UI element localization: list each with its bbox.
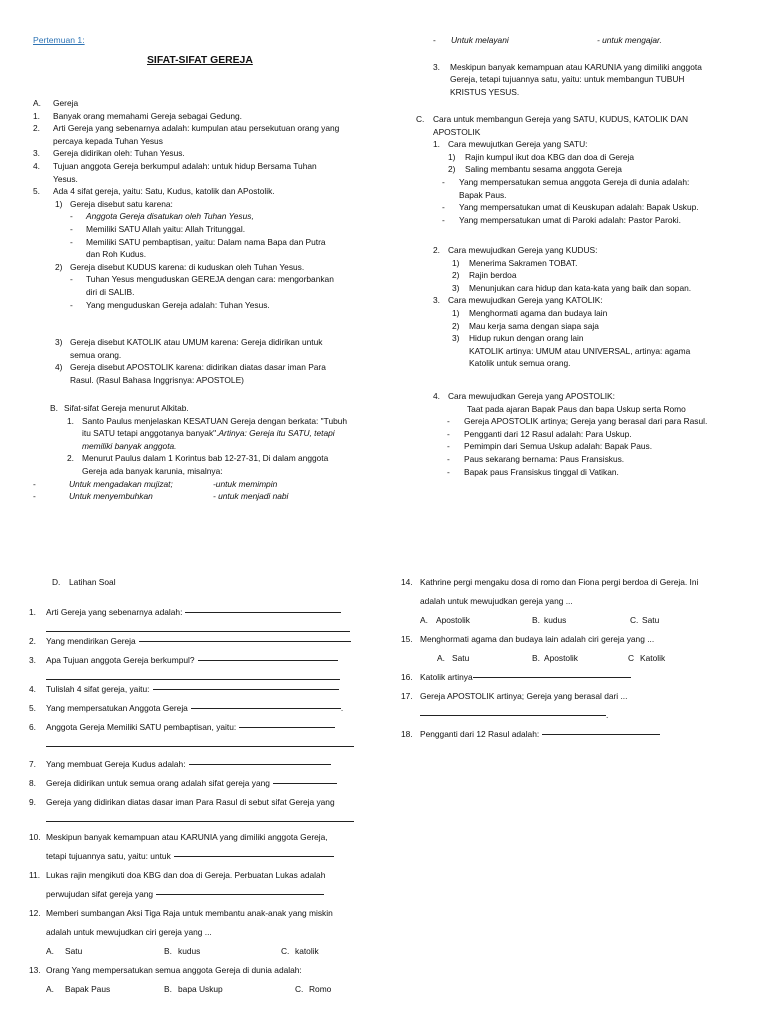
sub-heading: Gereja disebut KUDUS karena: di kuduskan oleh Tuhan Yesus. bbox=[70, 261, 305, 272]
question-text: Memberi sumbangan Aksi Tiga Raja untuk membantu anak-anak yang miskin bbox=[46, 908, 333, 918]
section-c-title: Cara untuk membangun Gereja yang SATU, KUDUS, KATOLIK DAN bbox=[433, 114, 689, 124]
answer-option[interactable]: Bapak Paus bbox=[65, 984, 111, 994]
bullet-item: Bapak paus Fransiskus tinggal di Vatikan. bbox=[464, 466, 619, 477]
answer-option[interactable]: Apostolik bbox=[544, 653, 578, 663]
sub-heading: Gereja disebut satu karena: bbox=[70, 198, 173, 209]
answer-option[interactable]: Satu bbox=[452, 653, 470, 663]
answer-option[interactable]: Romo bbox=[309, 984, 332, 994]
list-item: Menurut Paulus dalam 1 Korintus bab 12-27-31, Di dalam anggota bbox=[82, 453, 329, 464]
gift-item: Untuk menyembuhkan bbox=[69, 491, 153, 502]
page-title: SIFAT-SIFAT GEREJA bbox=[147, 55, 253, 66]
answer-blank[interactable] bbox=[153, 680, 339, 690]
list-item: Rajin berdoa bbox=[469, 270, 517, 281]
question-text: Yang mempersatukan Anggota Gereja bbox=[46, 703, 188, 713]
section-c: C. Cara untuk membangun Gereja yang SATU, KUDUS, KATOLIK DAN APOSTOLIK 1. Cara mewujutkan Gereja yang SATU: 1) Rajin kumpul ikut doa KBG dan doa di Gereja 2) Saling membantu sesama anggota Gereja - Yang mempersatukan semua anggota Gereja di dunia adalah: Bapak Paus. - Yang mempersatukan umat di Keuskupan adalah: Bapak Uskup. - Yang mempersatukan umat di Paroki adalah: Pastor Paroki. bbox=[416, 114, 699, 225]
answer-blank[interactable] bbox=[156, 885, 324, 895]
answer-blank[interactable] bbox=[46, 737, 354, 747]
list-item: Saling membantu sesama anggota Gereja bbox=[465, 164, 622, 175]
list-item: Santo Paulus menjelaskan KESATUAN Gereja dengan berkata: "Tubuh bbox=[82, 415, 348, 426]
bullet-item: Yang mempersatukan umat di Paroki adalah: Pastor Paroki. bbox=[459, 214, 681, 225]
list-item: Tujuan anggota Gereja berkumpul adalah: untuk hidup Bersama Tuhan bbox=[53, 160, 317, 171]
list-item: Menunjukan cara hidup dan kata-kata yang baik dan sopan. bbox=[469, 282, 692, 293]
question-text: Lukas rajin mengikuti doa KBG dan doa di Gereja. Perbuatan Lukas adalah bbox=[46, 870, 326, 880]
answer-blank[interactable] bbox=[46, 670, 340, 680]
sub-heading: Cara mewujutkan Gereja yang SATU: bbox=[448, 139, 588, 150]
list-item: Hidup rukun dengan orang lain bbox=[469, 333, 584, 344]
gift-item: Untuk melayani bbox=[451, 35, 509, 45]
section-d-label: D. Latihan Soal bbox=[52, 577, 116, 587]
question-text: Gereja didirikan untuk semua orang adalah sifat gereja yang bbox=[46, 778, 270, 788]
list-item: Meskipun banyak kemampuan atau KARUNIA yang dimiliki anggota bbox=[450, 61, 702, 72]
section-a-sub3-4: 3) Gereja disebut KATOLIK atau UMUM karena: Gereja didirikan untuk semua orang. 4) Gereja disebut APOSTOLIK karena: didirikan diatas dasar iman Para Rasul. (Rasul Bahasa Inggrisnya: APOSTOLE) bbox=[55, 337, 326, 385]
question-text: Apa Tujuan anggota Gereja berkumpul? bbox=[46, 655, 195, 665]
sub-heading: Gereja disebut KATOLIK atau UMUM karena: Gereja didirikan untuk bbox=[70, 337, 323, 347]
question-text: Yang mendirikan Gereja bbox=[46, 636, 136, 646]
sub-heading: Cara mewujudkan Gereja yang KATOLIK: bbox=[448, 295, 603, 306]
sub-heading: Gereja disebut APOSTOLIK karena: didirikan diatas dasar iman Para bbox=[70, 362, 326, 373]
answer-blank[interactable] bbox=[542, 725, 660, 735]
bullet-item: Tuhan Yesus menguduskan GEREJA dengan cara: mengorbankan bbox=[86, 274, 334, 285]
bullet-item: Yang mempersatukan semua anggota Gereja di dunia adalah: bbox=[459, 176, 690, 187]
section-a-label: A. bbox=[33, 98, 41, 108]
question-text: Kathrine pergi mengaku dosa di romo dan Fiona pergi berdoa di Gereja. Ini bbox=[420, 577, 699, 587]
bullet-item: Anggota Gereja disatukan oleh Tuhan Yesus, bbox=[86, 211, 254, 222]
question-text: Gereja yang didirikan diatas dasar iman Para Rasul di sebut sifat Gereja yang bbox=[46, 797, 335, 807]
answer-blank[interactable] bbox=[174, 847, 334, 857]
sub-heading: Cara mewujudkan Gereja yang KUDUS: bbox=[448, 245, 598, 255]
answer-blank[interactable] bbox=[139, 632, 351, 642]
bullet-item: Pemimpin dari Semua Uskup adalah: Bapak Paus. bbox=[464, 441, 653, 452]
answer-blank[interactable] bbox=[473, 668, 631, 678]
list-item: Ada 4 sifat gereja, yaitu: Satu, Kudus, katolik dan APostolik. bbox=[53, 186, 275, 197]
question-text: Tulislah 4 sifat gereja, yaitu: bbox=[46, 684, 150, 694]
list-item: Arti Gereja yang sebenarnya adalah: kumpulan atau persekutuan orang yang bbox=[53, 123, 340, 134]
answer-blank[interactable] bbox=[189, 755, 331, 765]
section-b-title: Sifat-sifat Gereja menurut Alkitab. bbox=[64, 403, 189, 413]
question-text: Menghormati agama dan budaya lain adalah ciri gereja yang ... bbox=[420, 634, 655, 644]
answer-option[interactable]: katolik bbox=[295, 946, 319, 956]
answer-blank[interactable] bbox=[185, 603, 341, 613]
bullet-item: Yang menguduskan Gereja adalah: Tuhan Yesus. bbox=[86, 299, 270, 310]
answer-option[interactable]: Satu bbox=[65, 946, 83, 956]
question-text: Pengganti dari 12 Rasul adalah: bbox=[420, 729, 540, 739]
list-item: Mau kerja sama dengan siapa saja bbox=[469, 320, 599, 331]
section-c-apostolik: 4. Cara mewujudkan Gereja yang APOSTOLIK: Taat pada ajaran Bapak Paus dan bapa Uskup serta Romo - Gereja APOSTOLIK artinya; Gereja yang berasal dari para Rasul. - Pengganti dari 12 Rasul adalah: Para Uskup. - Pemimpin dari Semua Uskup adalah: Bapak Paus. - Paus sekarang bernama: Paus Fransiskus. - Bapak paus Fransiskus tinggal di Vatikan. bbox=[433, 391, 708, 477]
question-text: Anggota Gereja Memiliki SATU pembaptisan, yaitu: bbox=[46, 722, 237, 732]
section-a-title: Gereja bbox=[53, 98, 79, 108]
list-item: Banyak orang memahami Gereja sebagai Gedung. bbox=[53, 110, 243, 121]
sub-heading: Cara mewujudkan Gereja yang APOSTOLIK: bbox=[448, 391, 615, 401]
answer-option[interactable]: kudus bbox=[544, 615, 567, 625]
bullet-item: Gereja APOSTOLIK artinya; Gereja yang berasal dari para Rasul. bbox=[464, 416, 708, 427]
question-text: Yang membuat Gereja Kudus adalah: bbox=[46, 759, 186, 769]
bullet-item: Yang mempersatukan umat di Keuskupan adalah: Bapak Uskup. bbox=[459, 202, 699, 213]
answer-blank[interactable] bbox=[198, 651, 338, 661]
answer-blank[interactable] bbox=[46, 812, 354, 822]
gift-item: Untuk mengadakan mujizat; bbox=[69, 478, 173, 489]
answer-blank[interactable] bbox=[239, 718, 335, 728]
question-text: Arti Gereja yang sebenarnya adalah: bbox=[46, 607, 183, 617]
question-text: Meskipun banyak kemampuan atau KARUNIA yang dimiliki anggota Gereja, bbox=[46, 832, 328, 842]
exercise-list-left: 1. Arti Gereja yang sebenarnya adalah: 2. Yang mendirikan Gereja 3. Apa Tujuan anggota Gereja berkumpul? 4. Tulislah 4 sifat gereja, yaitu: 5. Yang mempersatukan Anggota Gereja . 6. Anggota Gereja Memiliki SATU pembaptisan, yaitu: 7. Yang membuat Gereja Kudus adalah: 8. Gereja didirikan untuk semua orang adalah sifat gereja yang 9. Gereja yang didirikan diatas dasar iman Para Rasul di sebut sifat Gereja yang 10. Meskipun banyak kemampuan atau KARUNIA yang dimiliki anggota Gereja, tetapi tujuannya satu, yaitu: untuk 11. Lukas rajin mengikuti doa KBG dan doa di Gereja. Perbuatan Lukas adalah perwujudan sifat gereja yang 12. Memberi sumbangan Aksi Tiga Raja untuk membantu anak-anak yang miskin adalah untuk mewujudkan ciri gereja yang ... A. Satu B. kudus C. katolik 13. Orang Yang mempersatukan semua anggota Gereja di dunia adalah: A. Bapak Paus B. bapa Uskup C. Romo bbox=[29, 603, 369, 999]
answer-blank[interactable] bbox=[273, 774, 337, 784]
meeting-label: Pertemuan 1: bbox=[33, 35, 85, 45]
answer-option[interactable]: Apostolik bbox=[436, 615, 470, 625]
gift-item: -untuk memimpin bbox=[213, 478, 278, 489]
gift-item: - untuk menjadi nabi bbox=[213, 491, 289, 502]
exercise-list-right: 14. Kathrine pergi mengaku dosa di romo dan Fiona pergi berdoa di Gereja. Ini adalah untuk mewujudkan gereja yang ... A. Apostolik B. kudus C. Satu 15. Menghormati agama dan budaya lain adalah ciri gereja yang ... A. Satu B. Apostolik C Katolik 16. Katolik artinya 17. Gereja APOSTOLIK artinya; Gereja yang berasal dari ... . 18. Pengganti dari 12 Rasul adalah: bbox=[401, 573, 761, 744]
list-item: Menghormati agama dan budaya lain bbox=[469, 307, 608, 318]
answer-option[interactable]: kudus bbox=[178, 946, 201, 956]
bullet-item: Pengganti dari 12 Rasul adalah: Para Uskup. bbox=[464, 428, 632, 439]
answer-blank[interactable] bbox=[420, 706, 606, 716]
answer-option[interactable]: bapa Uskup bbox=[178, 984, 223, 994]
question-text: Orang Yang mempersatukan semua anggota Gereja di dunia adalah: bbox=[46, 965, 302, 975]
section-c-kudus: 2. Cara mewujudkan Gereja yang KUDUS: 1) Menerima Sakramen TOBAT. 2) Rajin berdoa 3) Menunjukan cara hidup dan kata-kata yang baik dan sopan. 3. Cara mewujudkan Gereja yang KATOLIK: 1) Menghormati agama dan budaya lain 2) Mau kerja sama dengan siapa saja 3) Hidup rukun dengan orang lain KATOLIK artinya: UMUM atau UNIVERSAL, artinya: agama Katolik untuk semua orang. bbox=[433, 245, 692, 369]
section-a: A. Gereja 1. Banyak orang memahami Gereja sebagai Gedung. 2. Arti Gereja yang sebenarnya adalah: kumpulan atau persekutuan orang yang percaya kepada Tuhan Yesus 3. Gereja didirikan oleh: Tuhan Yesus. 4. Tujuan anggota Gereja berkumpul adalah: untuk hidup Bersama Tuhan Yesus. 5. Ada 4 sifat gereja, yaitu: Satu, Kudus, katolik dan APostolik. 1) Gereja disebut satu karena: - Anggota Gereja disatukan oleh Tuhan Yesus, - Memiliki SATU Allah yaitu: Allah Tritunggal. - Memiliki SATU pembaptisan, yaitu: Dalam nama Bapa dan Putra dan Roh Kudus. 2) Gereja disebut KUDUS karena: di kuduskan oleh Tuhan Yesus. - Tuhan Yesus menguduskan GEREJA dengan cara: mengorbankan diri di SALIB. - Yang menguduskan Gereja adalah: Tuhan Yesus. bbox=[33, 98, 340, 310]
answer-option[interactable]: Satu bbox=[642, 615, 660, 625]
answer-blank[interactable] bbox=[191, 699, 341, 709]
answer-option[interactable]: Katolik bbox=[640, 653, 666, 663]
list-item: Menerima Sakramen TOBAT. bbox=[469, 257, 578, 268]
right-top: - Untuk melayani - untuk mengajar. 3. Meskipun banyak kemampuan atau KARUNIA yang dimiliki anggota Gereja, tetapi tujuannya satu, yaitu: untuk membangun TUBUH KRISTUS YESUS. bbox=[433, 35, 702, 97]
answer-blank[interactable] bbox=[46, 622, 350, 632]
list-item: Gereja didirikan oleh: Tuhan Yesus. bbox=[53, 148, 185, 159]
bullet-item: Memiliki SATU pembaptisan, yaitu: Dalam nama Bapa dan Putra bbox=[86, 236, 326, 247]
section-d-title: Latihan Soal bbox=[69, 577, 116, 587]
section-b: B. Sifat-sifat Gereja menurut Alkitab. 1. Santo Paulus menjelaskan KESATUAN Gereja dengan berkata: "Tubuh itu SATU tetapi anggotanya banyak". Artinya: Gereja itu SATU, tetapi memiliki banyak anggota. 2. Menurut Paulus dalam 1 Korintus bab 12-27-31, Di dalam anggota Gereja ada banyak karunia, misalnya: - Untuk mengadakan mujizat; -untuk memimpin - Untuk menyembuhkan - untuk menjadi nabi bbox=[33, 403, 348, 502]
bullet-item: Memiliki SATU Allah yaitu: Allah Tritunggal. bbox=[86, 223, 246, 234]
question-text: Katolik artinya bbox=[420, 672, 473, 682]
question-text: Gereja APOSTOLIK artinya; Gereja yang berasal dari ... bbox=[420, 691, 628, 701]
list-item: Rajin kumpul ikut doa KBG dan doa di Gereja bbox=[465, 151, 634, 162]
gift-item: - untuk mengajar. bbox=[597, 35, 662, 45]
bullet-item: Paus sekarang bernama: Paus Fransiskus. bbox=[464, 453, 625, 464]
